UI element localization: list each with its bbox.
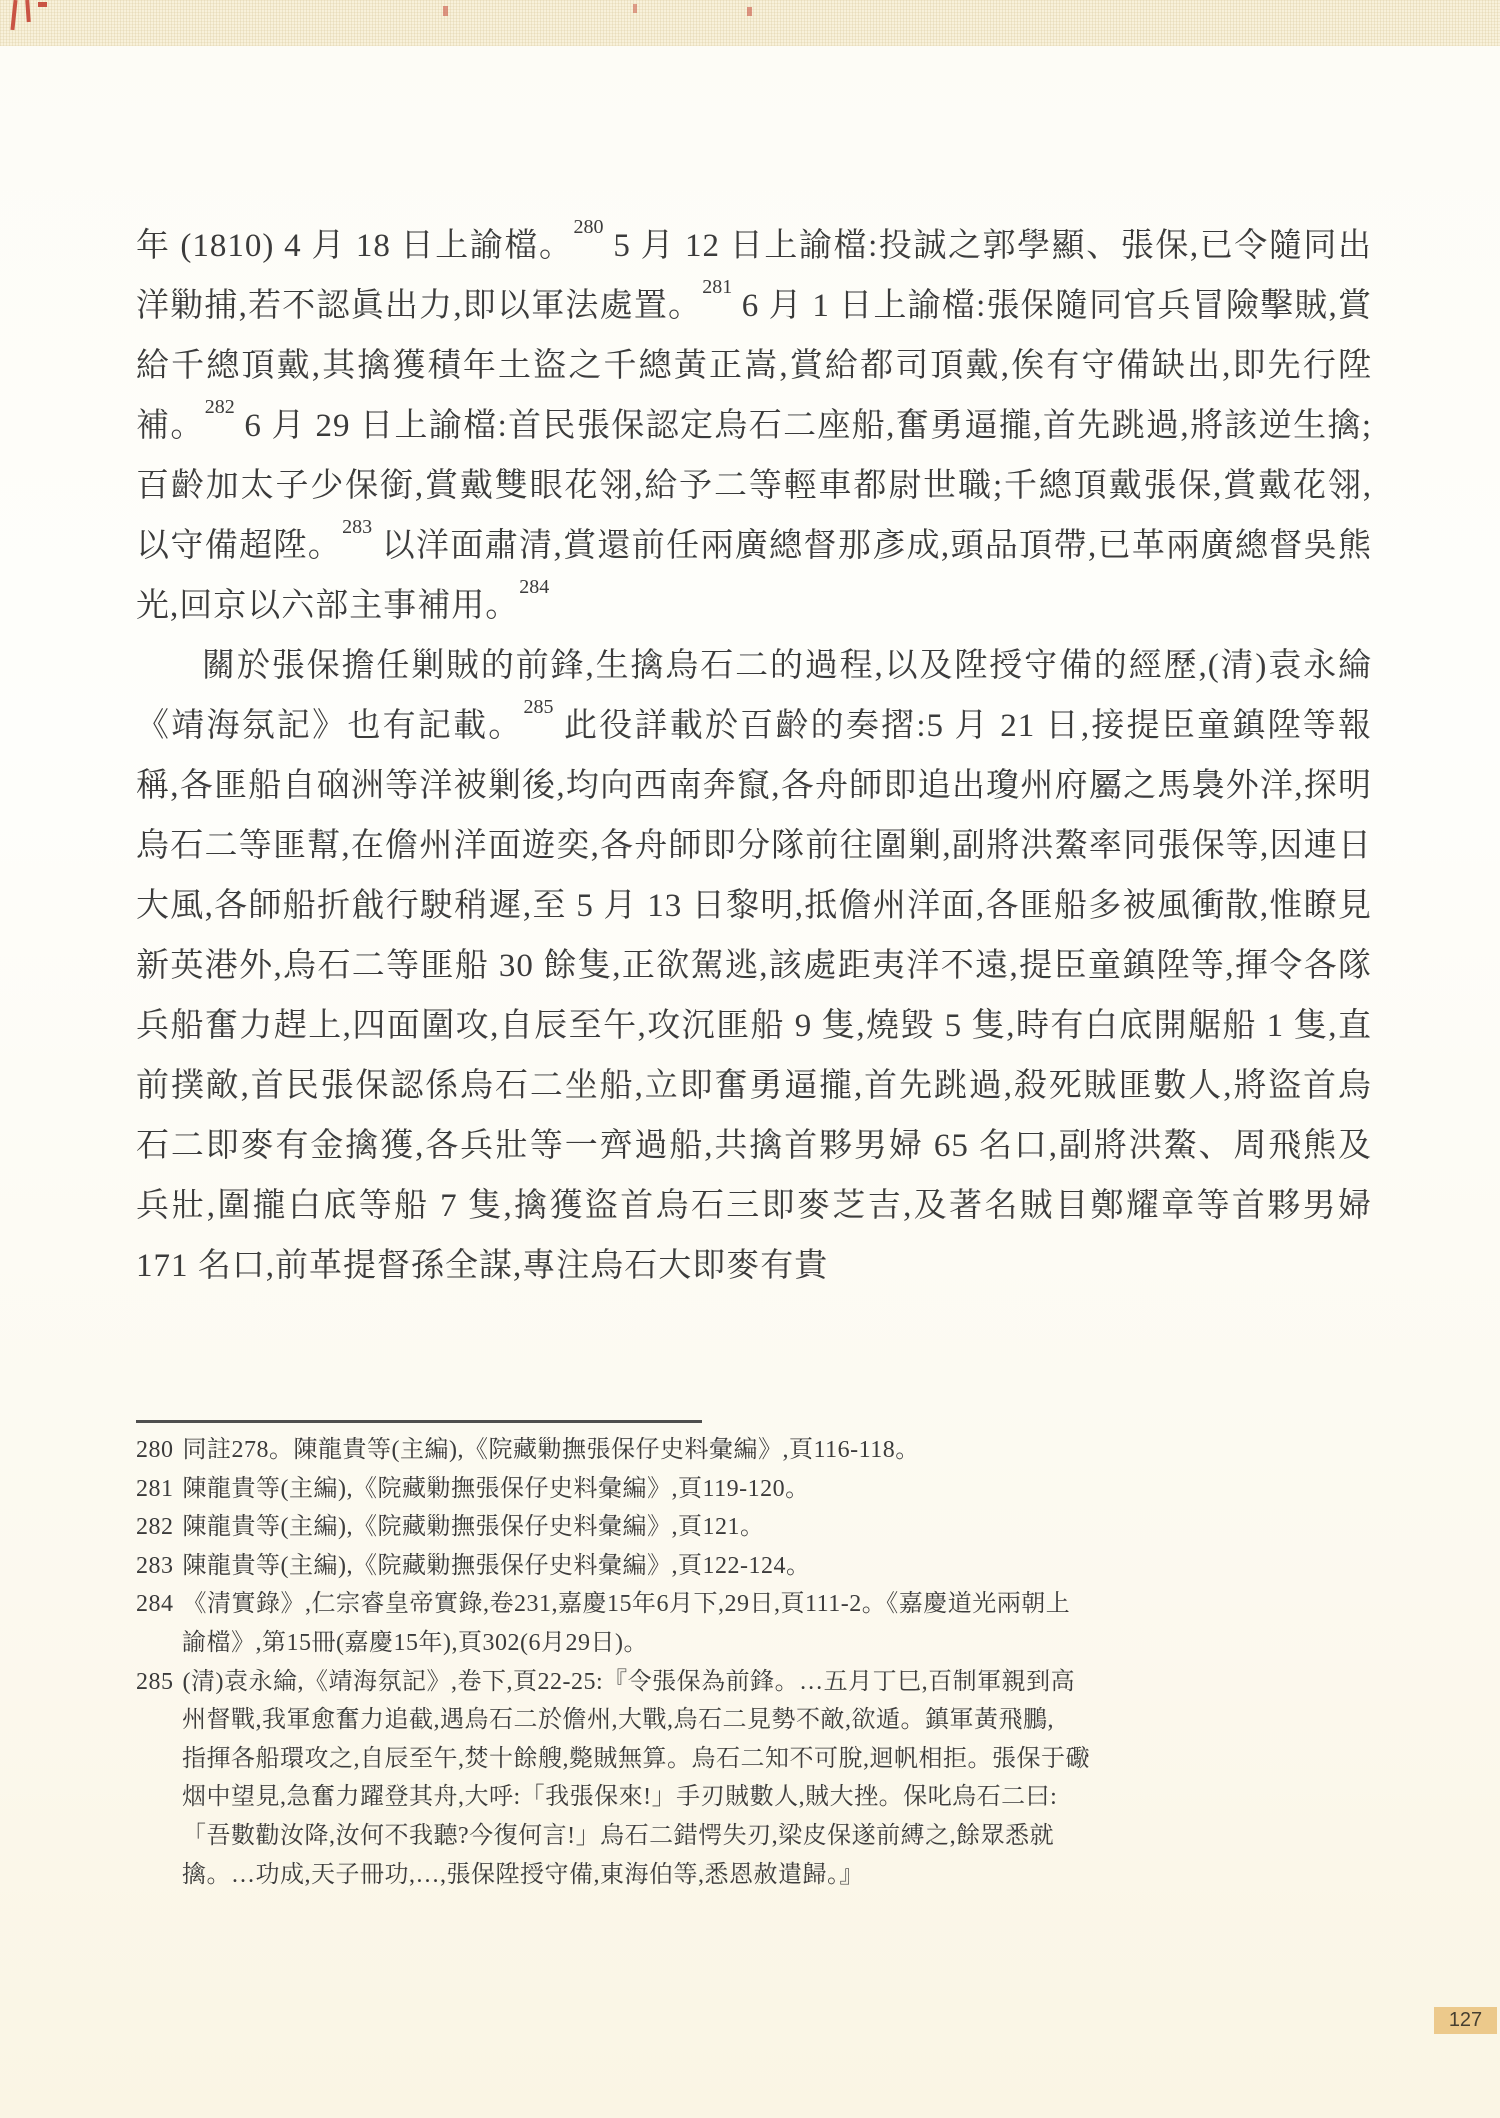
page-number-badge (1434, 2007, 1497, 2034)
page-number: 127 (1448, 2009, 1483, 2031)
footnote-separator (136, 1420, 702, 1423)
footnote-line-continuation: 州督戰,我軍愈奮力追截,遇烏石二於儋州,大戰,烏石二見勢不敵,欲遁。鎮軍黃飛鵬, (182, 1707, 1054, 1734)
red-scan-artifact (747, 7, 752, 16)
footnote-number: 283 (136, 1552, 174, 1579)
footnotes-list (136, 1431, 1378, 1894)
footnote-line-continuation: 指揮各船環攻之,自辰至午,焚十餘艘,斃賊無算。烏石二知不可脫,迴帆相拒。張保于礮 (182, 1745, 1090, 1772)
footnote-line-continuation: 擒。…功成,天子冊功,…,張保陞授守備,東海伯等,悉恩赦遣歸。』 (182, 1861, 864, 1888)
red-scan-artifact (38, 2, 47, 7)
footnote-ref: 283 (342, 516, 373, 538)
red-scan-artifact (443, 6, 448, 16)
body-paragraph: 年 (1810) 4 月 18 日上諭檔。$^{280}$ 5 月 12 日上諭檔:投誠之郭學顯、張保,已令隨同出洋勦捕,若不認眞出力,即以軍法處置。$^{281}$ 6 月 1 日上諭檔:張保隨同官兵冒險擊賊,賞給千總頂戴,其擒獲積年土盜之千總黃正嵩,賞給都司頂戴,俟有守備缺出,即先行陞補。$^{282}$ 6 月 29 日上諭檔:首民張保認定烏石二座船,奮勇逼攏,首先跳過,將該逆生擒;百齡加太子少保銜,賞戴雙眼花翎,給予二等輕車都尉世職;千總頂戴張保,賞戴花翎,以守備超陞。$^{283}$ 以洋面肅清,賞還前任兩廣總督那彥成,頭品頂帶,已革兩廣總督吳熊光,回京以六部主事補用。$^{284}$ (136, 216, 1373, 624)
footnote-line-continuation: 諭檔》,第15冊(嘉慶15年),頁302(6月29日)。 (182, 1629, 648, 1656)
footnote-ref: 280 (573, 216, 604, 238)
body-text (136, 216, 1372, 1296)
footnote-number: 285 (136, 1668, 174, 1695)
footnote-line-first: 280 同註278。陳龍貴等(主編),《院藏勦撫張保仔史料彙編》,頁116-118。 (136, 1431, 1378, 1470)
footnote-ref: 281 (702, 276, 733, 298)
footnote-number: 280 (136, 1437, 174, 1463)
footnote-line-continuation: 烟中望見,急奮力躍登其舟,大呼:「我張保來!」手刃賊數人,賊大挫。保叱烏石二曰: (182, 1784, 1058, 1811)
red-scan-artifact (633, 4, 637, 13)
footnote-number: 284 (136, 1591, 174, 1618)
footnote-ref: 284 (519, 576, 550, 598)
footnote-ref: 285 (523, 696, 554, 718)
footnote-line-first: 281 陳龍貴等(主編),《院藏勦撫張保仔史料彙編》,頁119-120。 (136, 1470, 1378, 1509)
footnote-number: 281 (136, 1475, 174, 1502)
footnote-ref: 282 (204, 396, 235, 418)
footnote-line-first: 284 《清實錄》,仁宗睿皇帝實錄,卷231,嘉慶15年6月下,29日,頁111-2。《嘉慶道光兩朝上 (136, 1585, 1378, 1624)
body-paragraph: 關於張保擔任剿賊的前鋒,生擒烏石二的過程,以及陞授守備的經歷,(清)袁永綸《靖海氛記》也有記載。$^{285}$ 此役詳載於百齡的奏摺:5 月 21 日,接提臣童鎮陞等報稱,各匪船自硇洲等洋被剿後,均向西南奔竄,各舟師即追出瓊州府屬之馬裊外洋,探明烏石二等匪幫,在儋州洋面遊奕,各舟師即分隊前往圍剿,副將洪鰲率同張保等,因連日大風,各師船折戧行駛稍遲,至 5 月 13 日黎明,抵儋州洋面,各匪船多被風衝散,惟瞭見新英港外,烏石二等匪船 30 餘隻,正欲駕逃,該處距夷洋不遠,提臣童鎮陞等,揮令各隊兵船奮力趕上,四面圍攻,自辰至午,攻沉匪船 9 隻,燒毀 5 隻,時有白底開艍船 1 隻,直前撲敵,首民張保認係烏石二坐船,立即奮勇逼攏,首先跳過,殺死賊匪數人,將盜首烏石二即麥有金擒獲,各兵壯等一齊過船,共擒首夥男婦 65 名口,副將洪鰲、周飛熊及兵壯,圍攏白底等船 7 隻,擒獲盜首烏石三即麥芝吉,及著名賊目鄭耀章等首夥男婦 171 名口,前革提督孫全謀,專注烏石大即麥有貴 (136, 648, 1373, 1284)
footnote-number: 282 (136, 1514, 174, 1541)
footnote-line-first: 282 陳龍貴等(主編),《院藏勦撫張保仔史料彙編》,頁121。 (136, 1508, 1378, 1547)
footnote-line-first: 283 陳龍貴等(主編),《院藏勦撫張保仔史料彙編》,頁122-124。 (136, 1547, 1378, 1586)
footnote-line-first: 285 (清)袁永綸,《靖海氛記》,卷下,頁22-25:『令張保為前鋒。…五月丁巳,百制軍親到高 (136, 1663, 1378, 1702)
footnote-line-continuation: 「吾數勸汝降,汝何不我聽?今復何言!」烏石二錯愕失刃,梁皮保遂前縛之,餘眾悉就 (182, 1822, 1055, 1849)
